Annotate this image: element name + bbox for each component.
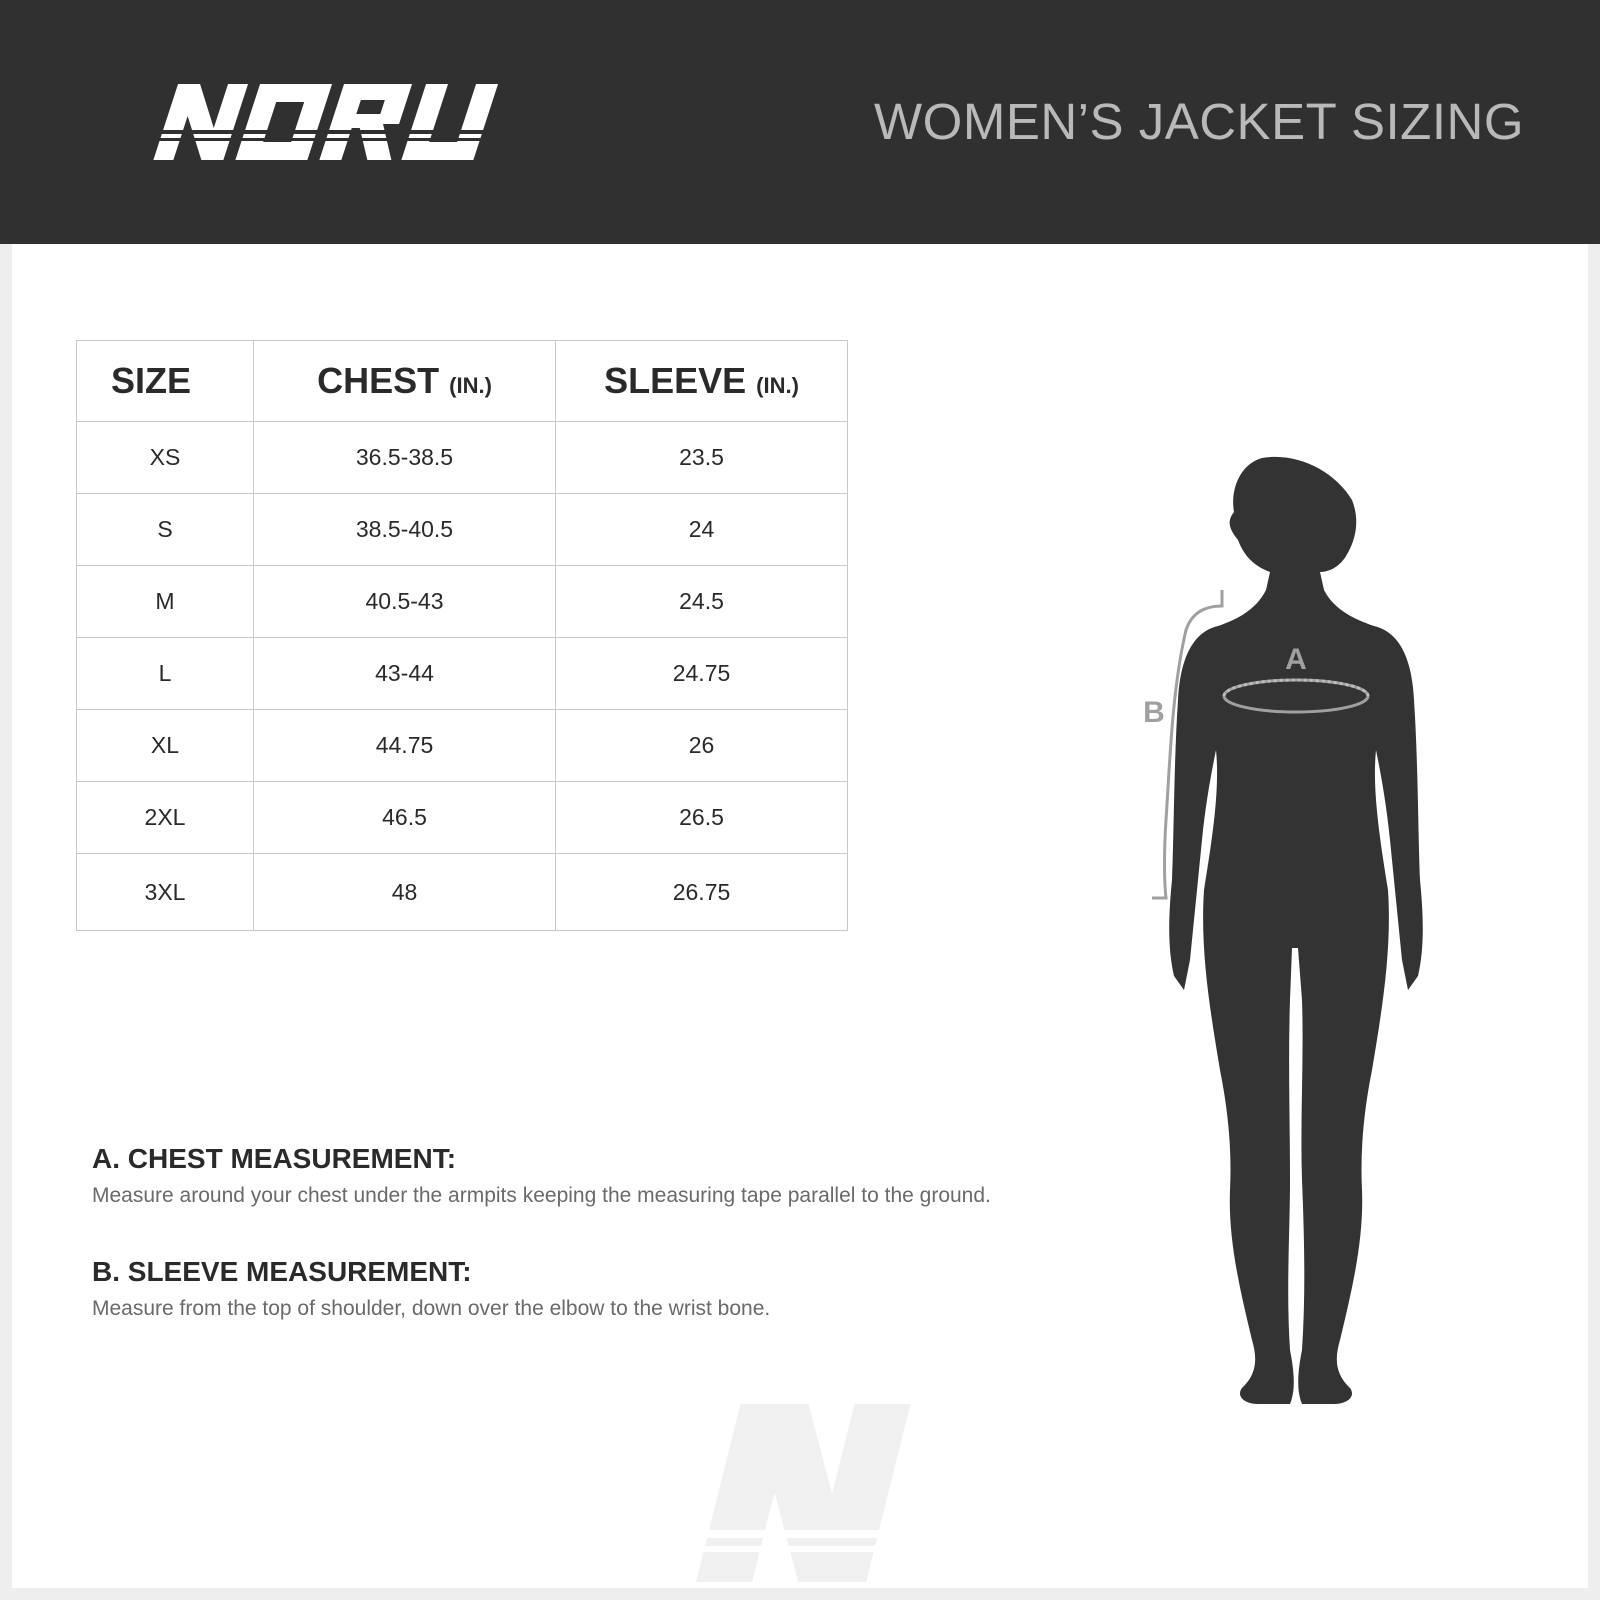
label-a: A	[1285, 643, 1307, 676]
size-cell: XL	[77, 710, 254, 782]
size-cell: 3XL	[77, 854, 254, 931]
size-cell: M	[77, 566, 254, 638]
sleeve-measurement-text: Measure from the top of shoulder, down over the elbow to the wrist bone.	[92, 1297, 771, 1320]
table-header-row	[77, 341, 848, 422]
header-sleeve: SLEEVE (IN.)	[556, 341, 848, 422]
header-size: SIZE	[77, 341, 254, 422]
chest-measurement-section	[92, 1142, 991, 1210]
size-chart-table	[76, 340, 848, 931]
sleeve-cell: 26.75	[556, 854, 848, 931]
chest-cell: 38.5-40.5	[254, 494, 556, 566]
chest-cell: 43-44	[254, 638, 556, 710]
header-chest-unit: (IN.)	[449, 373, 492, 398]
table-row	[77, 494, 848, 566]
sleeve-measurement-heading: B. SLEEVE MEASUREMENT:	[92, 1256, 472, 1287]
table-row	[77, 782, 848, 854]
sleeve-cell: 24	[556, 494, 848, 566]
sleeve-cell: 23.5	[556, 422, 848, 494]
header-bar	[0, 0, 1600, 244]
chest-cell: 48	[254, 854, 556, 931]
size-cell: XS	[77, 422, 254, 494]
table-row	[77, 710, 848, 782]
table-row	[77, 638, 848, 710]
chest-cell: 36.5-38.5	[254, 422, 556, 494]
chest-measurement-text: Measure around your chest under the armpits keeping the measuring tape parallel to the ground.	[92, 1184, 991, 1207]
label-b: B	[1143, 696, 1165, 729]
woman-silhouette-icon	[1100, 430, 1480, 1420]
chest-cell: 40.5-43	[254, 566, 556, 638]
table-row	[77, 422, 848, 494]
table-row	[77, 566, 848, 638]
chest-cell: 46.5	[254, 782, 556, 854]
chest-measurement-heading: A. CHEST MEASUREMENT:	[92, 1143, 457, 1174]
sleeve-cell: 24.5	[556, 566, 848, 638]
noru-watermark-icon	[670, 1398, 930, 1588]
sleeve-cell: 26.5	[556, 782, 848, 854]
size-cell: 2XL	[77, 782, 254, 854]
sleeve-measurement-section	[92, 1255, 770, 1323]
header-sleeve-unit: (IN.)	[756, 373, 799, 398]
page-title: WOMEN’S JACKET SIZING	[874, 93, 1524, 150]
sleeve-cell: 24.75	[556, 638, 848, 710]
sleeve-cell: 26	[556, 710, 848, 782]
chest-cell: 44.75	[254, 710, 556, 782]
header-chest: CHEST (IN.)	[254, 341, 556, 422]
noru-logo	[138, 78, 530, 166]
table-row	[77, 854, 848, 931]
size-cell: S	[77, 494, 254, 566]
size-cell: L	[77, 638, 254, 710]
